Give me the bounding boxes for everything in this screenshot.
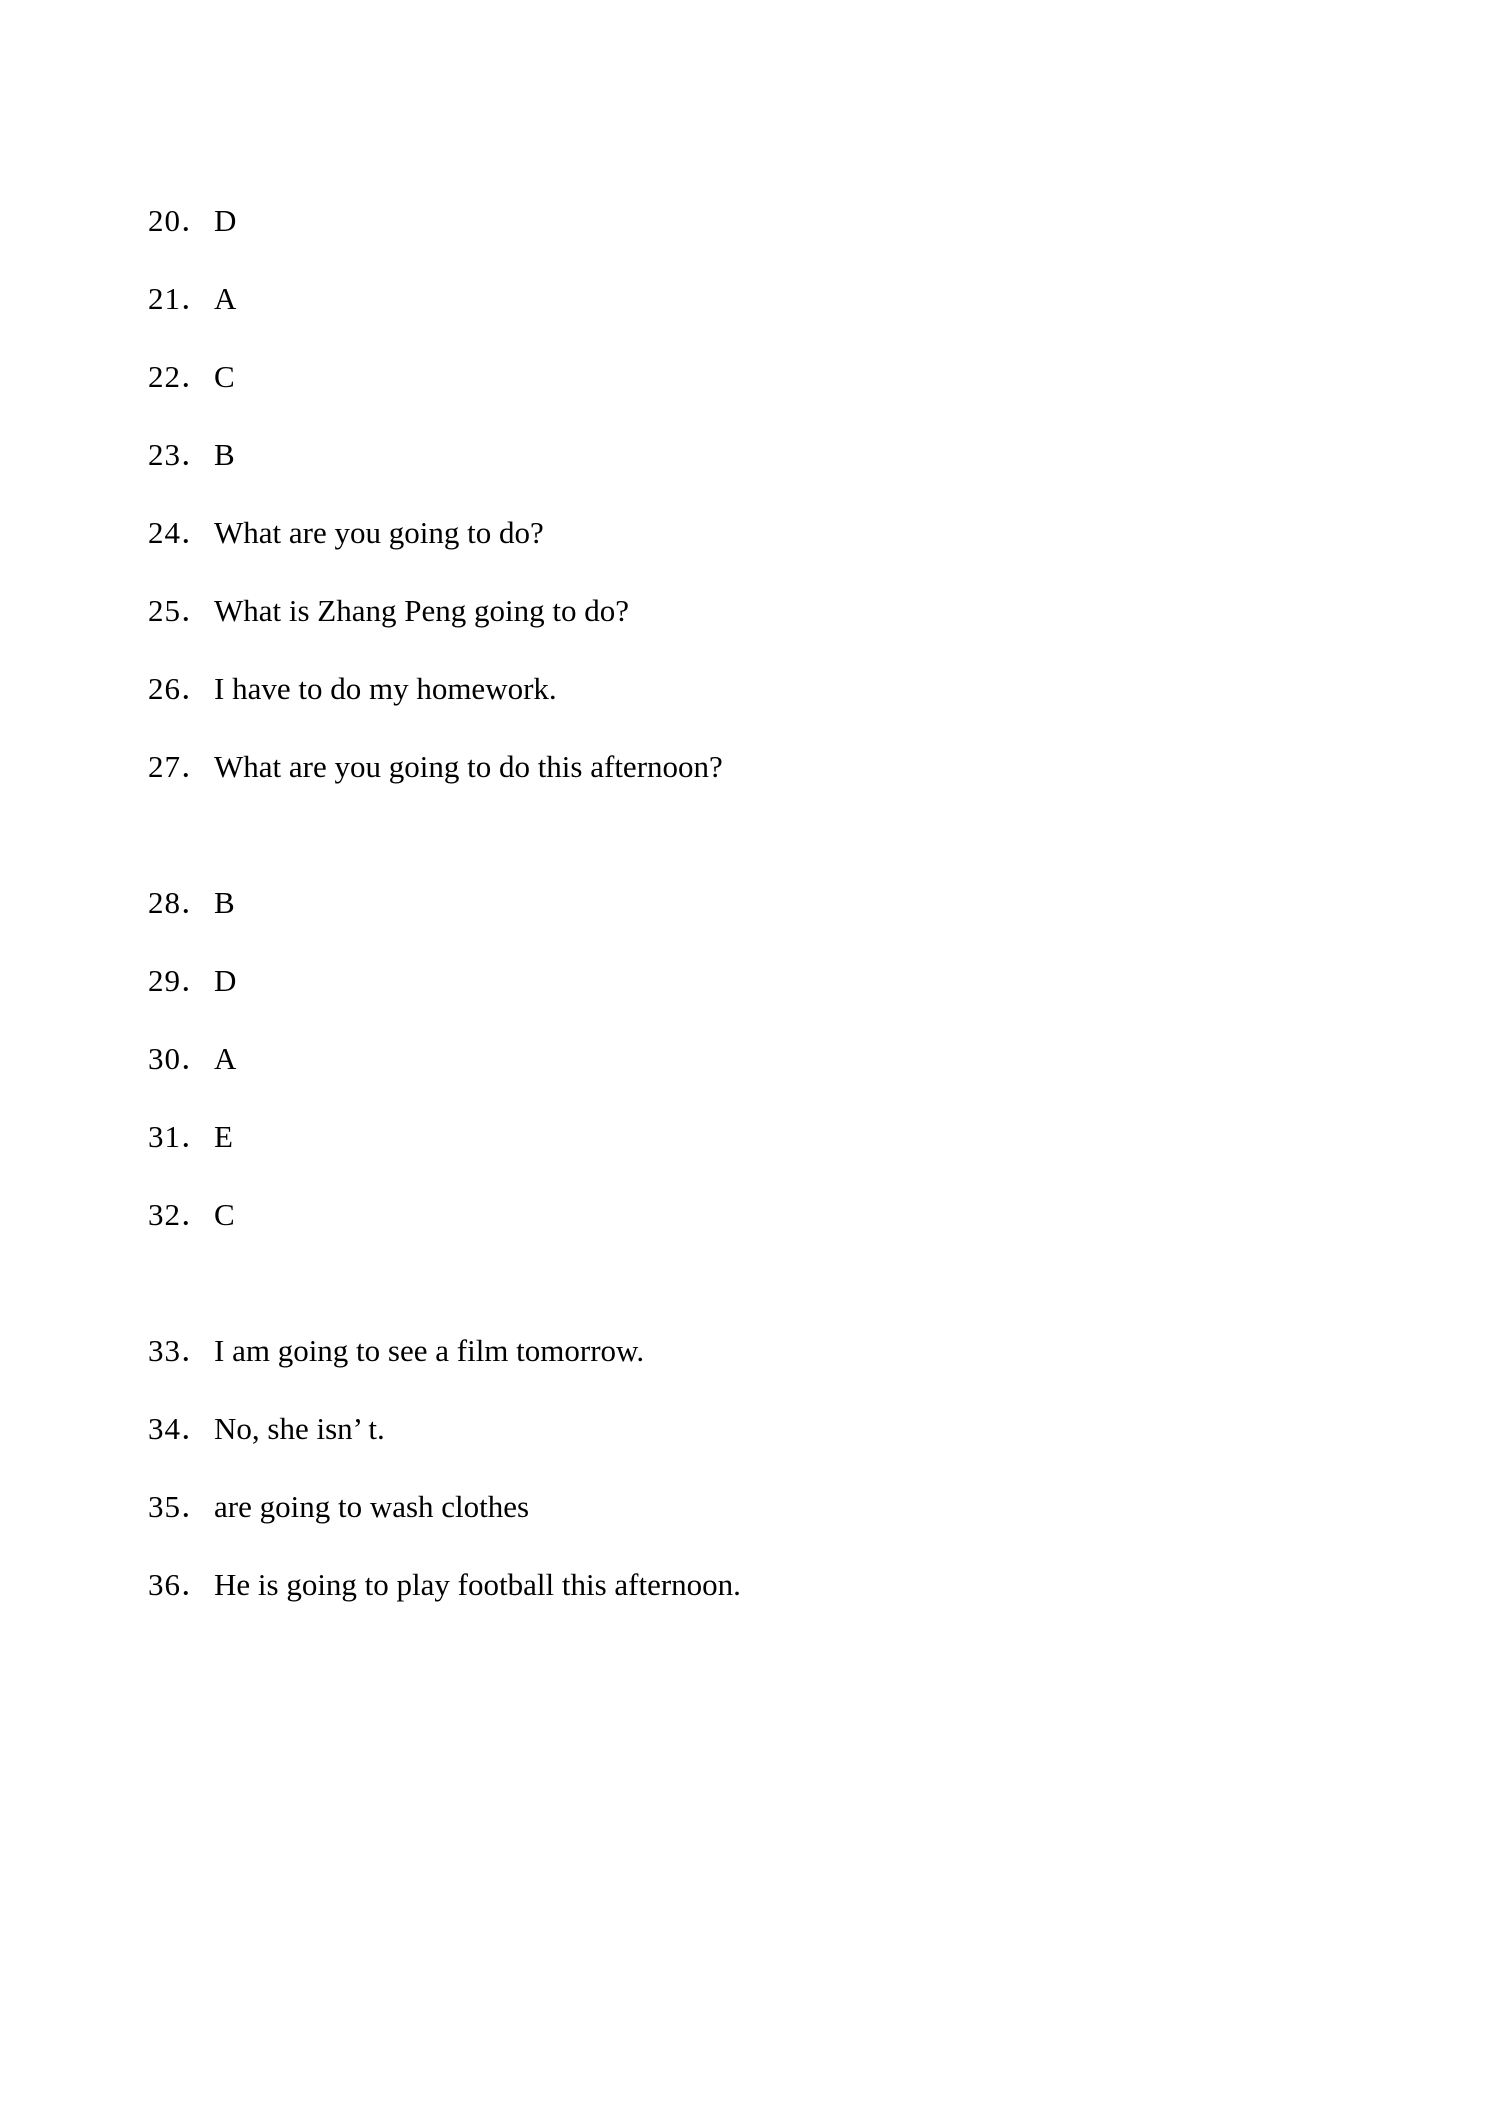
answer-number: 24． — [148, 515, 213, 550]
answer-number: 30． — [148, 1041, 213, 1076]
answer-text: D — [214, 203, 237, 238]
answer-group-1 — [148, 196, 1348, 820]
answer-item — [148, 1482, 1348, 1560]
answer-item — [148, 956, 1348, 1034]
answer-number: 27． — [148, 749, 213, 784]
answer-item — [148, 274, 1348, 352]
answer-number: 35． — [148, 1489, 213, 1524]
answer-item — [148, 430, 1348, 508]
answer-number: 36． — [148, 1567, 213, 1602]
answer-group-2 — [148, 878, 1348, 1268]
answer-number: 28． — [148, 885, 213, 920]
answer-number: 20． — [148, 203, 213, 238]
answer-text: E — [214, 1119, 233, 1154]
answer-number: 22． — [148, 359, 213, 394]
answer-list — [148, 196, 1348, 1638]
answer-text: He is going to play football this afternoon. — [214, 1567, 741, 1602]
answer-item — [148, 1404, 1348, 1482]
answer-text: No, she isn’ t. — [214, 1411, 385, 1446]
answer-item — [148, 664, 1348, 742]
answer-item — [148, 1190, 1348, 1268]
answer-item — [148, 878, 1348, 956]
answer-item — [148, 196, 1348, 274]
answer-number: 31． — [148, 1119, 213, 1154]
answer-text: What is Zhang Peng going to do? — [214, 593, 629, 628]
answer-text: I am going to see a film tomorrow. — [214, 1333, 645, 1368]
answer-number: 26． — [148, 671, 213, 706]
answer-text: What are you going to do? — [214, 515, 544, 550]
answer-number: 32． — [148, 1197, 213, 1232]
answer-text: A — [214, 1041, 237, 1076]
answer-text: I have to do my homework. — [214, 671, 557, 706]
answer-text: C — [214, 1197, 235, 1232]
answer-item — [148, 742, 1348, 820]
answer-number: 25． — [148, 593, 213, 628]
answer-text: A — [214, 281, 237, 316]
answer-number: 34． — [148, 1411, 213, 1446]
answer-item — [148, 352, 1348, 430]
answer-text: are going to wash clothes — [214, 1489, 530, 1524]
answer-item — [148, 1112, 1348, 1190]
answer-number: 21． — [148, 281, 213, 316]
answer-group-3 — [148, 1326, 1348, 1638]
answer-number: 23． — [148, 437, 213, 472]
answer-text: B — [214, 437, 235, 472]
answer-text: D — [214, 963, 237, 998]
answer-item — [148, 586, 1348, 664]
answer-item — [148, 508, 1348, 586]
answer-item — [148, 1326, 1348, 1404]
answer-text: B — [214, 885, 235, 920]
answer-text: What are you going to do this afternoon? — [214, 749, 723, 784]
answer-number: 33． — [148, 1333, 213, 1368]
answer-number: 29． — [148, 963, 213, 998]
answer-item — [148, 1560, 1348, 1638]
answer-item — [148, 1034, 1348, 1112]
answer-text: C — [214, 359, 235, 394]
